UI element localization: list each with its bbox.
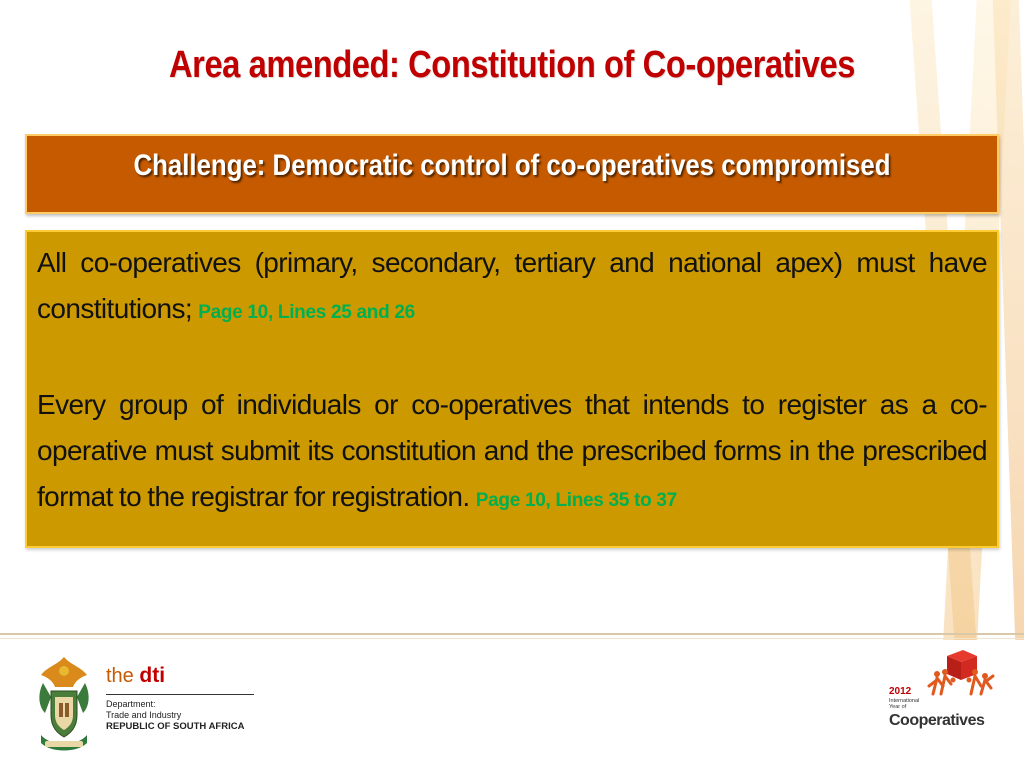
page-reference: Page 10, Lines 35 to 37 xyxy=(475,490,677,511)
dti-brand: dti xyxy=(139,664,166,687)
paragraph-constitutions xyxy=(37,240,987,336)
paragraph-text: Every group of individuals or co-operatives that intends to register as a co-operative must submit its constitution and the prescribed forms in the prescribed format to the registrar for registration. xyxy=(37,389,987,512)
dti-rule xyxy=(106,694,254,695)
footer-divider-secondary xyxy=(0,638,1024,639)
coat-of-arms-logo xyxy=(33,655,95,757)
cooperatives-2012-logo xyxy=(885,646,1000,746)
content-box xyxy=(25,230,999,548)
dti-wordmark xyxy=(106,664,266,688)
paragraph-text: All co-operatives (primary, secondary, tertiary and national apex) must have constitutions; xyxy=(37,247,987,324)
dti-logo-block xyxy=(106,664,266,732)
footer-divider xyxy=(0,633,1024,635)
dti-department: Department: xyxy=(106,699,156,709)
slide-title: Area amended: Constitution of Co-operatives xyxy=(168,44,856,86)
challenge-banner xyxy=(25,134,999,214)
coop-name: Cooperatives xyxy=(889,712,985,729)
page-reference: Page 10, Lines 25 and 26 xyxy=(198,302,415,323)
challenge-text: Challenge: Democratic control of co-operatives compromised xyxy=(133,149,891,182)
dti-name: Trade and Industry xyxy=(106,710,182,720)
cooperatives-figures-icon xyxy=(885,646,1000,706)
dti-prefix: the xyxy=(106,665,134,687)
dti-country: REPUBLIC OF SOUTH AFRICA xyxy=(106,721,245,732)
coop-year: 2012 xyxy=(889,686,912,697)
paragraph-registration xyxy=(37,382,987,524)
coop-subtitle: International Year of xyxy=(889,698,920,710)
